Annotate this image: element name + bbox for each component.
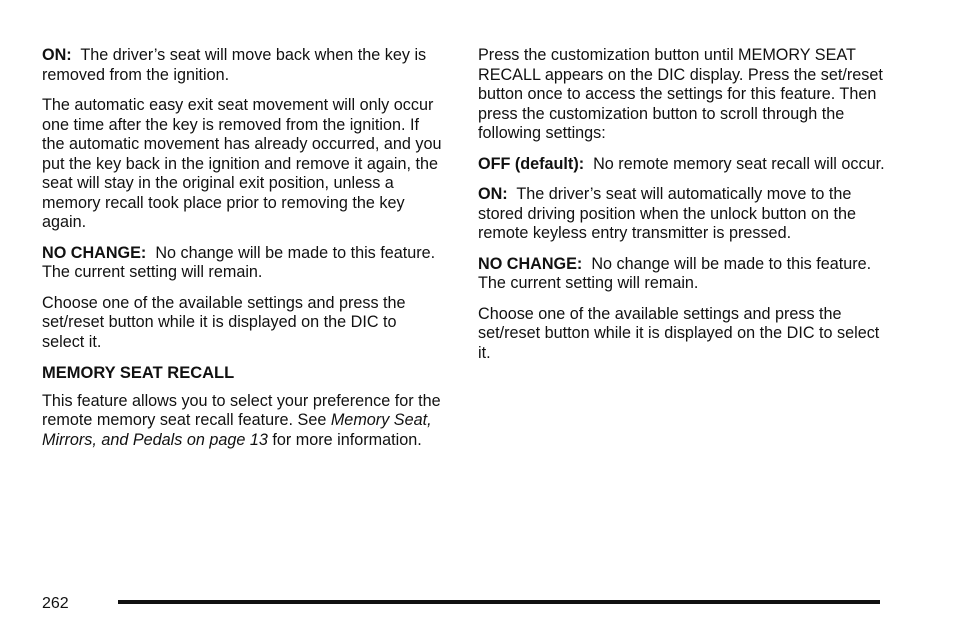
- left-column: [42, 46, 442, 461]
- more-info-text: for more information.: [272, 430, 422, 449]
- on-recall-paragraph: [478, 185, 888, 244]
- off-default-label: OFF (default):: [478, 154, 585, 173]
- memory-intro-text: This feature allows you to select your preference for the remote memory seat recall feature.: [42, 391, 441, 429]
- no-change-text: No change will be made to this feature. The current setting will remain.: [42, 243, 436, 281]
- cross-reference-link[interactable]: Memory Seat, Mirrors, and Pedals on page 13: [42, 411, 432, 449]
- on-recall-text: The driver’s seat will automatically move to the stored driving position when the unlock button on the remote keyless entry transmitter is pressed.: [478, 185, 856, 242]
- on-label: ON:: [42, 46, 72, 64]
- on-text: The driver’s seat will move back when the key is removed from the ignition.: [42, 46, 427, 84]
- page-number: 262: [42, 595, 69, 612]
- no-change-recall-text: No change will be made to this feature. The current setting will remain.: [478, 254, 872, 292]
- no-change-paragraph: [42, 244, 442, 283]
- no-change-label: NO CHANGE:: [42, 243, 147, 262]
- no-change-recall-label: NO CHANGE:: [478, 254, 583, 273]
- choose-paragraph: Choose one of the available settings and press the set/reset button while it is displayed on the DIC to select it.: [42, 293, 406, 351]
- off-default-paragraph: [478, 155, 888, 175]
- footer-rule: [118, 600, 880, 604]
- on-recall-label: ON:: [478, 185, 508, 203]
- memory-intro-paragraph: [42, 392, 442, 451]
- section-heading: MEMORY SEAT RECALL: [42, 364, 235, 382]
- off-default-text: No remote memory seat recall will occur.: [593, 154, 885, 173]
- instructions-paragraph: Press the customization button until MEMORY SEAT RECALL appears on the DIC display. Press the set/reset button once to access the settings for this feature. Then press the customization button to scroll through the following settings:: [478, 46, 883, 142]
- on-paragraph: [42, 46, 442, 85]
- easy-exit-paragraph: The automatic easy exit seat movement will only occur one time after the key is removed from the ignition. If the automatic movement has already occurred, and you put the key back in the ignition and remove it again, the seat will stay in the original exit position, unless a memory recall took place prior to removing the key again.: [42, 96, 442, 231]
- no-change-recall-paragraph: [478, 255, 888, 294]
- see-text: See: [297, 411, 327, 429]
- right-column: [478, 46, 888, 374]
- choose-recall-paragraph: Choose one of the available settings and press the set/reset button while it is displayed on the DIC to select it.: [478, 304, 880, 362]
